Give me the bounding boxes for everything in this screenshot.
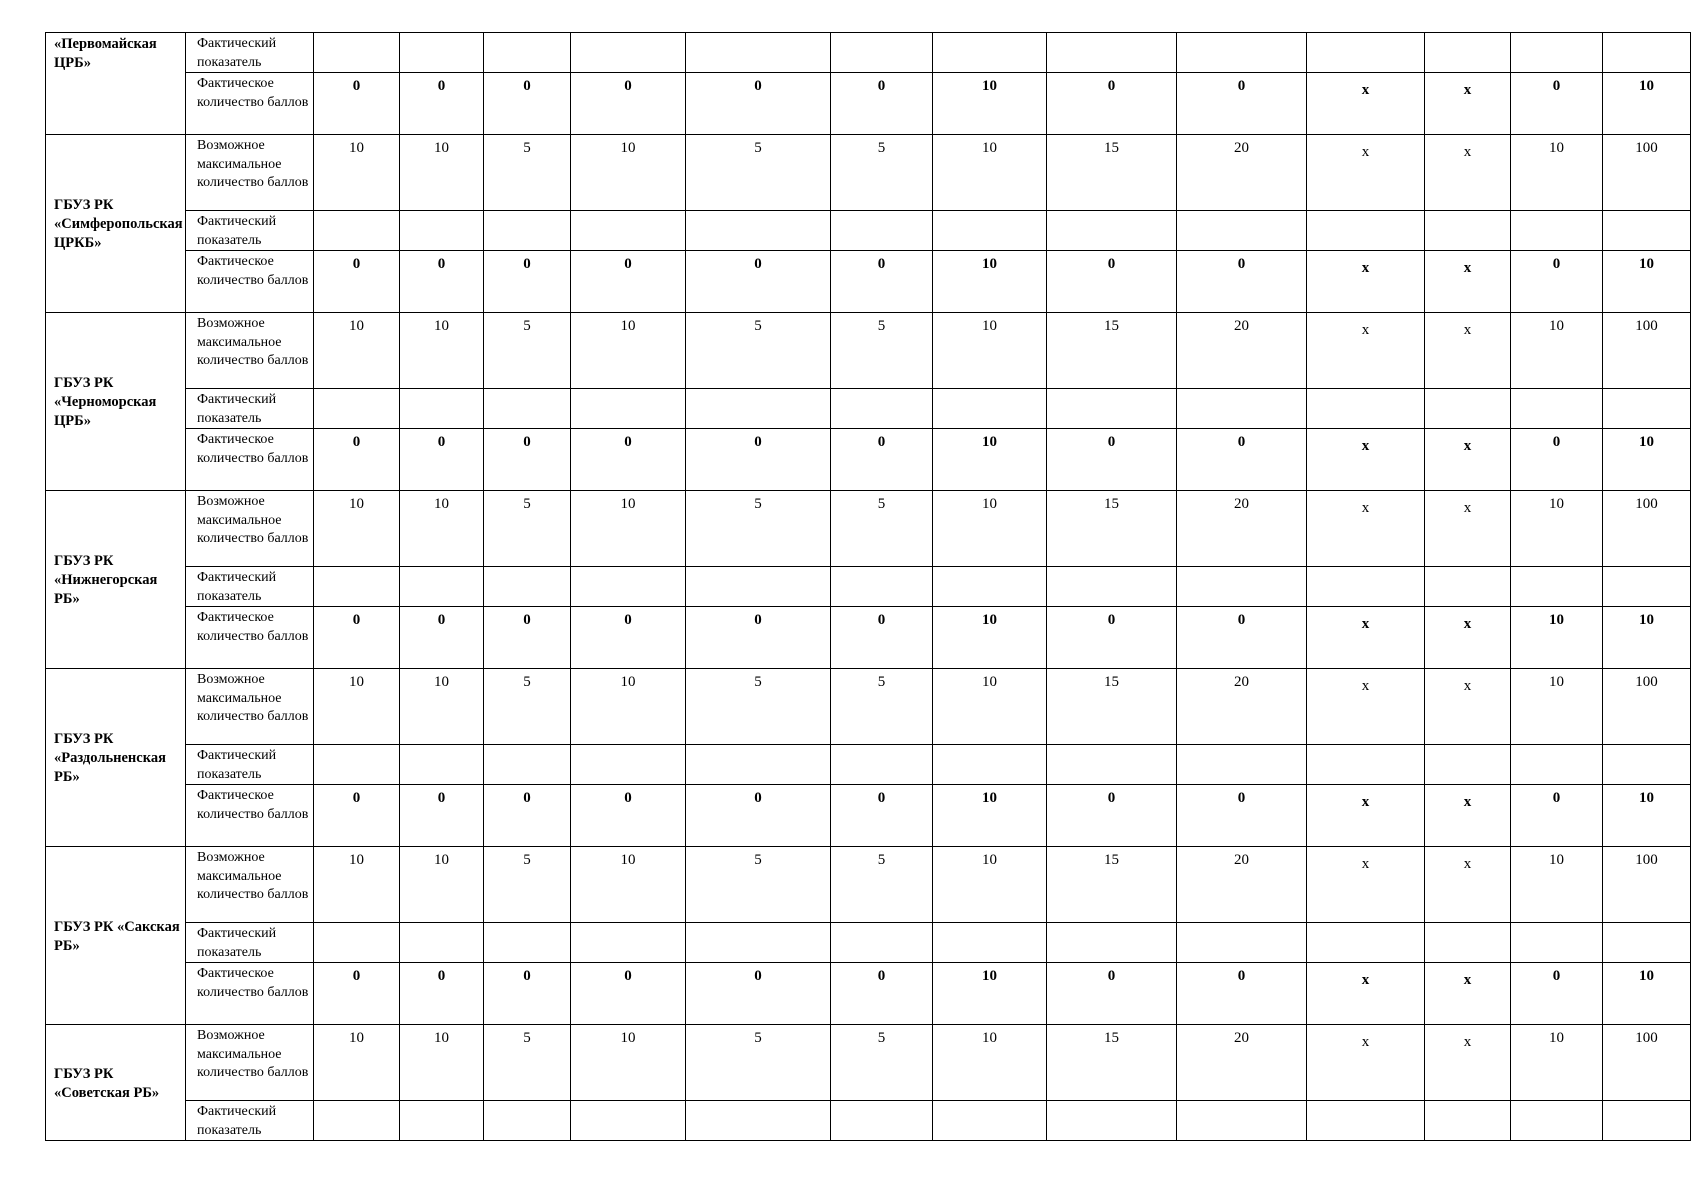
table-cell [1307, 211, 1425, 251]
row-label: Фактическое количество баллов [186, 73, 314, 135]
table-cell: 10 [933, 1025, 1047, 1101]
table-cell [400, 211, 484, 251]
table-cell [571, 33, 686, 73]
table-row [46, 429, 1691, 491]
table-cell: 0 [686, 251, 831, 313]
table-cell: 10 [933, 429, 1047, 491]
table-cell [400, 923, 484, 963]
table-cell [1307, 567, 1425, 607]
table-row [46, 211, 1691, 251]
table-cell: 0 [484, 429, 571, 491]
table-cell [400, 1101, 484, 1141]
table-cell: 100 [1603, 135, 1691, 211]
table-cell [571, 211, 686, 251]
table-cell: 0 [1177, 73, 1307, 135]
table-cell [484, 389, 571, 429]
table-cell [1511, 211, 1603, 251]
table-cell: 5 [484, 491, 571, 567]
row-label: Фактический показатель [186, 923, 314, 963]
row-label: Фактический показатель [186, 745, 314, 785]
table-cell: x [1425, 963, 1511, 1025]
table-cell [686, 923, 831, 963]
table-cell: x [1425, 847, 1511, 923]
row-label: Фактический показатель [186, 1101, 314, 1141]
table-cell: 10 [314, 847, 400, 923]
table-cell [1047, 211, 1177, 251]
table-cell: 10 [1511, 607, 1603, 669]
table-cell: 0 [1047, 607, 1177, 669]
table-cell [1603, 389, 1691, 429]
table-cell [1425, 33, 1511, 73]
table-cell: 10 [933, 135, 1047, 211]
table-cell [1511, 33, 1603, 73]
table-cell: 20 [1177, 491, 1307, 567]
table-cell [1511, 567, 1603, 607]
table-cell [831, 1101, 933, 1141]
table-cell: 5 [831, 313, 933, 389]
table-cell: 0 [400, 73, 484, 135]
organization-name: ГБУЗ РК «Советская РБ» [46, 1025, 186, 1141]
table-cell [400, 567, 484, 607]
table-cell: 10 [933, 491, 1047, 567]
table-cell: 10 [400, 669, 484, 745]
table-cell [1603, 923, 1691, 963]
table-cell [571, 745, 686, 785]
organization-name: «Первомайская ЦРБ» [46, 33, 186, 135]
table-cell [1177, 389, 1307, 429]
table-cell: 10 [1603, 785, 1691, 847]
table-cell: 15 [1047, 847, 1177, 923]
table-row [46, 785, 1691, 847]
table-cell: 10 [571, 1025, 686, 1101]
table-cell: 0 [571, 963, 686, 1025]
table-cell [484, 923, 571, 963]
table-cell: 10 [1603, 607, 1691, 669]
table-cell [314, 1101, 400, 1141]
table-cell [933, 211, 1047, 251]
table-cell [400, 33, 484, 73]
row-label: Фактическое количество баллов [186, 963, 314, 1025]
table-cell: 0 [314, 429, 400, 491]
table-cell: x [1307, 1025, 1425, 1101]
table-row [46, 923, 1691, 963]
table-row [46, 963, 1691, 1025]
table-cell: 5 [484, 847, 571, 923]
table-row [46, 847, 1691, 923]
table-cell: 0 [484, 607, 571, 669]
document-page [45, 32, 1691, 1141]
table-cell: 0 [831, 429, 933, 491]
table-cell: 10 [400, 313, 484, 389]
table-cell [831, 211, 933, 251]
table-cell [571, 389, 686, 429]
table-cell: x [1307, 251, 1425, 313]
table-cell: 0 [314, 963, 400, 1025]
table-cell [1177, 745, 1307, 785]
table-cell [314, 389, 400, 429]
table-cell: 0 [686, 785, 831, 847]
table-cell: 5 [686, 669, 831, 745]
table-cell [1511, 745, 1603, 785]
row-label: Возможное максимальное количество баллов [186, 847, 314, 923]
table-cell [484, 33, 571, 73]
table-cell: 0 [1047, 785, 1177, 847]
table-cell: 10 [400, 847, 484, 923]
table-cell [484, 1101, 571, 1141]
table-cell: 100 [1603, 313, 1691, 389]
table-cell: 5 [686, 1025, 831, 1101]
table-cell [933, 745, 1047, 785]
table-cell: 0 [400, 251, 484, 313]
table-cell: 5 [831, 135, 933, 211]
table-cell [571, 923, 686, 963]
table-cell: 0 [400, 607, 484, 669]
table-cell [314, 923, 400, 963]
table-cell [1047, 567, 1177, 607]
row-label: Возможное максимальное количество баллов [186, 313, 314, 389]
table-cell: 0 [831, 785, 933, 847]
table-cell: 0 [400, 429, 484, 491]
table-cell: 0 [1511, 785, 1603, 847]
table-cell: 0 [314, 73, 400, 135]
table-cell: 10 [1511, 491, 1603, 567]
table-cell [933, 567, 1047, 607]
table-cell: x [1307, 313, 1425, 389]
table-cell: 5 [686, 491, 831, 567]
table-cell [314, 33, 400, 73]
table-cell: 0 [686, 963, 831, 1025]
table-row [46, 1101, 1691, 1141]
table-cell: 10 [1511, 847, 1603, 923]
table-cell: 10 [400, 1025, 484, 1101]
table-cell: 0 [400, 785, 484, 847]
table-cell: 0 [400, 963, 484, 1025]
table-cell [571, 567, 686, 607]
table-cell: 100 [1603, 669, 1691, 745]
table-cell [1603, 211, 1691, 251]
table-cell: 10 [933, 251, 1047, 313]
organization-name: ГБУЗ РК «Симферопольская ЦРКБ» [46, 135, 186, 313]
table-cell [933, 33, 1047, 73]
table-cell: 0 [1177, 607, 1307, 669]
table-cell: 10 [1603, 963, 1691, 1025]
table-cell: 10 [571, 847, 686, 923]
table-cell [831, 567, 933, 607]
table-cell: 0 [484, 785, 571, 847]
table-cell: 10 [314, 491, 400, 567]
table-cell [400, 745, 484, 785]
table-cell: x [1307, 669, 1425, 745]
table-cell: 15 [1047, 313, 1177, 389]
table-cell: 100 [1603, 1025, 1691, 1101]
table-row [46, 745, 1691, 785]
rating-table [45, 32, 1691, 1141]
table-row [46, 567, 1691, 607]
table-cell: x [1307, 491, 1425, 567]
table-cell [1307, 389, 1425, 429]
table-cell: 0 [1511, 73, 1603, 135]
table-cell [1307, 745, 1425, 785]
table-cell: 0 [831, 607, 933, 669]
table-cell: 10 [933, 785, 1047, 847]
table-cell: x [1307, 73, 1425, 135]
table-cell: 0 [1047, 73, 1177, 135]
organization-name: ГБУЗ РК «Черноморская ЦРБ» [46, 313, 186, 491]
row-label: Фактический показатель [186, 211, 314, 251]
table-cell [400, 389, 484, 429]
table-cell [1425, 211, 1511, 251]
table-cell: 0 [1177, 963, 1307, 1025]
table-cell: x [1425, 429, 1511, 491]
table-cell: 10 [314, 1025, 400, 1101]
table-cell [933, 389, 1047, 429]
table-cell: x [1425, 491, 1511, 567]
table-cell [686, 211, 831, 251]
table-cell [314, 211, 400, 251]
table-cell: 10 [1603, 429, 1691, 491]
table-cell: 5 [686, 847, 831, 923]
table-cell [1425, 567, 1511, 607]
table-row [46, 491, 1691, 567]
table-cell: 10 [1511, 135, 1603, 211]
table-cell: 0 [686, 607, 831, 669]
table-cell: 0 [1511, 251, 1603, 313]
table-cell [1177, 1101, 1307, 1141]
table-cell [1177, 567, 1307, 607]
table-cell: 5 [484, 1025, 571, 1101]
table-cell: x [1425, 669, 1511, 745]
table-cell: 10 [314, 669, 400, 745]
table-cell: 10 [933, 607, 1047, 669]
table-cell [1603, 33, 1691, 73]
row-label: Фактический показатель [186, 33, 314, 73]
table-cell [484, 745, 571, 785]
table-cell: 0 [686, 429, 831, 491]
table-cell: 5 [484, 669, 571, 745]
table-cell [831, 33, 933, 73]
table-cell [1047, 1101, 1177, 1141]
table-cell: 5 [484, 135, 571, 211]
table-cell: x [1425, 607, 1511, 669]
table-cell [933, 923, 1047, 963]
table-cell: 10 [571, 491, 686, 567]
table-cell: 100 [1603, 847, 1691, 923]
table-row [46, 313, 1691, 389]
table-cell [314, 745, 400, 785]
table-cell: x [1425, 73, 1511, 135]
table-cell: x [1307, 135, 1425, 211]
table-row [46, 669, 1691, 745]
row-label: Возможное максимальное количество баллов [186, 669, 314, 745]
table-cell [1425, 745, 1511, 785]
organization-name: ГБУЗ РК «Нижнегорская РБ» [46, 491, 186, 669]
table-cell: 15 [1047, 135, 1177, 211]
table-cell [571, 1101, 686, 1141]
table-cell: 5 [831, 1025, 933, 1101]
table-cell: 10 [571, 135, 686, 211]
table-cell [1307, 1101, 1425, 1141]
table-cell: x [1307, 963, 1425, 1025]
table-cell: 0 [1047, 429, 1177, 491]
table-cell: 15 [1047, 669, 1177, 745]
table-cell [831, 923, 933, 963]
table-cell: x [1425, 135, 1511, 211]
table-cell: 15 [1047, 491, 1177, 567]
table-cell: x [1425, 313, 1511, 389]
table-cell: 10 [400, 491, 484, 567]
table-cell: 10 [1511, 313, 1603, 389]
table-cell: 0 [831, 963, 933, 1025]
table-cell: 5 [831, 847, 933, 923]
table-cell: 10 [571, 313, 686, 389]
table-cell: 0 [314, 607, 400, 669]
table-cell [1425, 923, 1511, 963]
table-cell: 0 [484, 73, 571, 135]
table-cell [686, 389, 831, 429]
table-cell [1047, 745, 1177, 785]
table-cell [484, 567, 571, 607]
table-cell: 0 [1177, 785, 1307, 847]
table-cell: 0 [484, 251, 571, 313]
table-cell: 0 [1511, 963, 1603, 1025]
row-label: Возможное максимальное количество баллов [186, 491, 314, 567]
table-cell: 10 [933, 669, 1047, 745]
table-cell: x [1425, 785, 1511, 847]
row-label: Возможное максимальное количество баллов [186, 135, 314, 211]
table-cell [686, 567, 831, 607]
organization-name: ГБУЗ РК «Сакская РБ» [46, 847, 186, 1025]
table-cell: x [1307, 429, 1425, 491]
table-cell: 0 [831, 73, 933, 135]
table-cell: 10 [933, 313, 1047, 389]
table-cell [1047, 389, 1177, 429]
table-cell: 20 [1177, 1025, 1307, 1101]
table-cell: 20 [1177, 135, 1307, 211]
table-cell [1603, 1101, 1691, 1141]
table-row [46, 33, 1691, 73]
table-cell: 0 [1047, 963, 1177, 1025]
table-body [46, 33, 1691, 1141]
table-cell: 5 [686, 135, 831, 211]
table-cell: 10 [400, 135, 484, 211]
table-cell [686, 33, 831, 73]
table-cell: 10 [314, 135, 400, 211]
table-cell: 100 [1603, 491, 1691, 567]
table-cell [1177, 33, 1307, 73]
row-label: Фактическое количество баллов [186, 429, 314, 491]
table-cell [1425, 389, 1511, 429]
table-cell [1511, 923, 1603, 963]
table-cell: 0 [571, 251, 686, 313]
table-cell [1177, 923, 1307, 963]
table-cell: 10 [314, 313, 400, 389]
table-cell [1603, 567, 1691, 607]
table-cell: 5 [686, 313, 831, 389]
table-row [46, 73, 1691, 135]
table-cell: 0 [831, 251, 933, 313]
table-cell: 10 [933, 73, 1047, 135]
table-row [46, 389, 1691, 429]
table-cell: 5 [831, 491, 933, 567]
table-cell: x [1425, 1025, 1511, 1101]
table-row [46, 607, 1691, 669]
table-cell: x [1307, 785, 1425, 847]
table-cell: 5 [484, 313, 571, 389]
organization-name: ГБУЗ РК «Раздольненская РБ» [46, 669, 186, 847]
table-cell: 10 [1603, 73, 1691, 135]
table-cell [831, 745, 933, 785]
table-cell [686, 1101, 831, 1141]
table-cell: x [1307, 847, 1425, 923]
table-cell: 0 [571, 429, 686, 491]
table-cell [314, 567, 400, 607]
row-label: Фактическое количество баллов [186, 251, 314, 313]
row-label: Фактическое количество баллов [186, 607, 314, 669]
table-cell: 0 [1047, 251, 1177, 313]
table-cell [831, 389, 933, 429]
table-cell: 10 [1603, 251, 1691, 313]
table-cell: 20 [1177, 313, 1307, 389]
row-label: Фактический показатель [186, 567, 314, 607]
table-cell [1511, 1101, 1603, 1141]
table-cell [1603, 745, 1691, 785]
table-cell [484, 211, 571, 251]
table-cell: 0 [571, 607, 686, 669]
table-cell [933, 1101, 1047, 1141]
table-cell [1307, 33, 1425, 73]
table-cell: 5 [831, 669, 933, 745]
table-row [46, 135, 1691, 211]
table-cell [1047, 923, 1177, 963]
table-row [46, 251, 1691, 313]
table-cell: 0 [1177, 251, 1307, 313]
table-cell: 0 [571, 73, 686, 135]
table-cell [1307, 923, 1425, 963]
table-cell: x [1307, 607, 1425, 669]
row-label: Возможное максимальное количество баллов [186, 1025, 314, 1101]
table-cell: 0 [314, 785, 400, 847]
table-cell [1425, 1101, 1511, 1141]
row-label: Фактический показатель [186, 389, 314, 429]
row-label: Фактическое количество баллов [186, 785, 314, 847]
table-cell: 0 [686, 73, 831, 135]
table-cell: 10 [1511, 669, 1603, 745]
table-cell [1047, 33, 1177, 73]
table-cell: 0 [1177, 429, 1307, 491]
table-cell [1177, 211, 1307, 251]
table-cell: 15 [1047, 1025, 1177, 1101]
table-cell [686, 745, 831, 785]
table-cell: 10 [933, 963, 1047, 1025]
table-cell: 0 [1511, 429, 1603, 491]
table-cell: 0 [484, 963, 571, 1025]
table-row [46, 1025, 1691, 1101]
table-cell: 0 [314, 251, 400, 313]
table-cell: 10 [1511, 1025, 1603, 1101]
table-cell: 10 [933, 847, 1047, 923]
table-cell: x [1425, 251, 1511, 313]
table-cell: 0 [571, 785, 686, 847]
table-cell: 20 [1177, 847, 1307, 923]
table-cell: 10 [571, 669, 686, 745]
table-cell [1511, 389, 1603, 429]
table-cell: 20 [1177, 669, 1307, 745]
